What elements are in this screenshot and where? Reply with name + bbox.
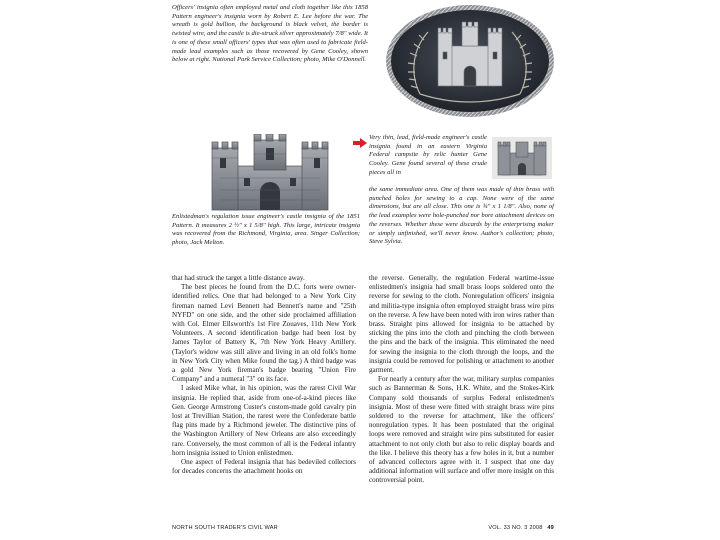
body-paragraph: The best pieces he found from the D.C. forts were owner-identified relics. One that had belonged to a New York City fireman named Levi Bennett had Bennett's name and "25th NYFD" on one side, and the other side proclaimed affiliation with Col. Elmer Ellsworth's 1st Fire Zouaves, 11th New York Volunteers. A second identification badge had been lost by James Taylor of Battery K, 7th New York Heavy Artillery. (Taylor's widow was still alive and living in an old folk's home in New York City when Mike found the tag.) A third badge was a gold New York fireman's badge bearing "Union Fire Company" and a numeral "3" on its face.: [172, 283, 356, 384]
caption-lead-insignia-continued: the same immediate area. One of them was made of thin brass with punched holes for sewing to a cap. None were of the same dimensions, but are all close. This one is ¾" x 1 1/8". Also, none of the lead examples were hole-punched nor bore attachment devices on the reverses. Whether these were discards by the enterprising maker or simply unfinished, we'll never know. Author's collection; photo, Steve Sylvia.: [369, 186, 554, 246]
caption-lead-insignia: Very thin, lead, field-made engineer's castle insignia found in an eastern Virginia Federal campsite by relic hunter Gene Cooley. Gene found several of these crude pieces all in: [369, 134, 487, 176]
footer-publication-name: NORTH SOUTH TRADER'S CIVIL WAR: [172, 525, 278, 531]
caption-enlisted-insignia: Enlistedman's regulation issue engineer's castle insignia of the 1851 Pattern. It measures 2 ½" x 1 5/8" high. This large, intricate insignia was recovered from the Richmond, Virginia, area. Singer Collection; photo, Jack Melton.: [172, 213, 360, 247]
body-paragraph: the reverse. Generally, the regulation Federal wartime-issue enlistedmen's insignia had small brass loops soldered onto the reverse for sewing to the cloth. Nonregulation officers' insignia and militia-type insignia often employed straight brass wire pins on the reverse. A few have been noted with iron wires rather than brass. Straight pins allowed for insignia to be attached by sticking the pins into the cloth and pinching the cloth between the pins and the back of the insignia. This eliminated the need for sewing the insignia to the cloth through the loops, and the insignia could be removed for polishing or attachment to another garment.: [369, 274, 554, 375]
footer-issue: [462, 525, 554, 531]
enlisted-castle-insignia-photo: [208, 134, 332, 212]
officer-insignia-photo: [384, 2, 556, 120]
lead-insignia-photo: [492, 137, 552, 179]
red-arrow-icon: [353, 138, 367, 148]
caption-officer-insignia: Officers' insignia often employed metal and cloth together like this 1858 Pattern engineer's insignia worn by Robert E. Lee before the war. The wreath is gold bullion, the background is black velvet, the border is twisted wire, and the castle is die-struck silver approximately 7/8" wide. It is one of these small officers' types that was often used to fabricate field-made lead examples such as those recovered by Gene Cooley, shown below at right. National Park Service Collection; photo, Mike O'Donnell.: [172, 4, 368, 64]
body-paragraph: that had struck the target a little distance away.: [172, 274, 305, 282]
body-column-left: [172, 274, 356, 476]
body-paragraph: One aspect of Federal insignia that has bedeviled collectors for decades concerns the attachment hooks on: [172, 458, 356, 476]
body-paragraph: I asked Mike what, in his opinion, was the rarest Civil War insignia. He replied that, aside from one-of-a-kind pieces like Gen. George Armstrong Custer's custom-made gold cavalry pin lost at Trevillian Station, the rarest were the Confederate battle flag pins made by a Richmond jeweler. The distinctive pins of the Washington Artillery of New Orleans are also exceedingly rare. Conversely, the most common of all is the Federal infantry horn insignia issued to Union enlistedmen.: [172, 384, 356, 457]
body-paragraph: For nearly a century after the war, military surplus companies such as Bannerman & Sons, H.K. White, and the Stokes-Kirk Company sold thousands of surplus Federal enlistedmen's insignia. Most of these were fitted with straight brass wire pins soldered to the reverse for attachment, like the officers' nonregulation types. It has been postulated that the original loops were removed and straight wire pins substituted for easier attachment to not only cloth but also to relic display boards and the like. I believe this theory has a few holes in it, but a number of advanced collectors agree with it. I suspect that one day additional information will surface and offer more insight on this controversial point.: [369, 375, 554, 485]
page-number: 49: [547, 525, 554, 531]
body-column-right: [369, 274, 554, 486]
footer-volume: VOL. 33 NO. 3 2008: [488, 525, 543, 531]
magazine-page: [162, 0, 558, 540]
